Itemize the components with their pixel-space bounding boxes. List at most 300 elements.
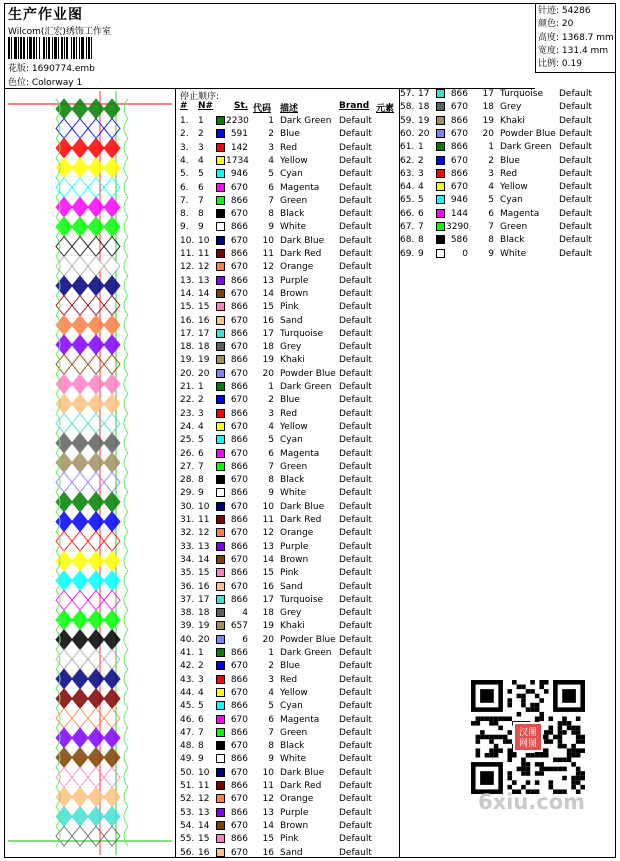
col-n-header: N# — [198, 101, 214, 111]
color-description: Magenta — [280, 714, 320, 725]
brand: Default — [339, 302, 372, 313]
color-code: 13 — [262, 807, 274, 818]
stitch-count: 670 — [230, 475, 248, 486]
color-description: White — [280, 488, 307, 499]
needle-number: 15 — [198, 302, 210, 313]
stat-colors: 颜色: 20 — [538, 19, 574, 30]
color-swatch — [216, 156, 225, 165]
brand: Default — [339, 421, 372, 432]
stitch-count: 6 — [242, 634, 248, 645]
brand: Default — [559, 142, 592, 153]
stop-row — [180, 368, 400, 381]
needle-number: 5 — [198, 169, 204, 180]
stop-row — [180, 740, 400, 753]
brand: Default — [339, 116, 372, 126]
color-swatch — [216, 515, 225, 524]
color-description: Cyan — [280, 435, 303, 446]
needle-number: 10 — [198, 501, 210, 512]
color-code: 2 — [268, 661, 274, 672]
color-description: Powder Blue — [500, 128, 556, 139]
stop-row — [180, 567, 400, 580]
color-swatch — [216, 289, 225, 298]
stop-row — [180, 381, 400, 394]
color-code: 18 — [262, 608, 274, 619]
stop-number: 33. — [180, 541, 195, 552]
needle-number: 3 — [198, 408, 204, 419]
color-code: 10 — [262, 235, 274, 246]
stitch-count: 866 — [230, 701, 248, 712]
brand: Default — [339, 754, 372, 765]
brand: Default — [339, 249, 372, 259]
color-code: 15 — [262, 834, 274, 845]
stitch-count: 866 — [450, 168, 468, 179]
color-swatch — [216, 249, 225, 258]
color-description: Blue — [280, 129, 300, 140]
brand: Default — [339, 648, 372, 658]
color-swatch — [216, 422, 225, 431]
color-swatch — [436, 222, 445, 231]
stitch-count: 670 — [450, 182, 468, 193]
brand: Default — [339, 501, 372, 512]
color-description: Grey — [280, 608, 302, 619]
brand: Default — [339, 661, 372, 672]
stop-number: 1. — [180, 116, 189, 126]
stitch-count: 866 — [230, 727, 248, 738]
stitch-count: 670 — [230, 368, 248, 379]
color-swatch — [216, 741, 225, 750]
color-swatch — [436, 89, 445, 98]
barcode — [8, 37, 128, 59]
stitch-count: 866 — [230, 754, 248, 765]
stitch-count: 866 — [230, 408, 248, 419]
color-swatch — [216, 449, 225, 458]
color-code: 18 — [482, 102, 494, 113]
col-code-header: 代码 — [253, 104, 272, 114]
brand: Default — [339, 820, 372, 831]
stop-row — [180, 554, 400, 567]
color-code: 8 — [268, 741, 274, 752]
color-description: Purple — [280, 275, 309, 286]
color-code: 6 — [268, 714, 274, 725]
color-description: Black — [280, 209, 305, 220]
stop-number: 18. — [180, 342, 195, 353]
color-swatch — [216, 675, 225, 684]
stop-number: 30. — [180, 501, 195, 512]
color-code: 13 — [262, 275, 274, 286]
color-description: Powder Blue — [280, 368, 336, 379]
needle-number: 4 — [418, 182, 424, 193]
color-code: 18 — [262, 342, 274, 353]
color-description: Cyan — [500, 195, 523, 206]
color-code: 4 — [488, 182, 494, 193]
stitch-count: 670 — [450, 128, 468, 139]
stats-bottom-divider — [535, 72, 616, 73]
color-swatch — [216, 395, 225, 404]
color-description: Pink — [280, 302, 299, 313]
stop-number: 43. — [180, 674, 195, 685]
brand: Default — [339, 568, 372, 579]
stop-number: 16. — [180, 315, 195, 326]
stop-number: 13. — [180, 275, 195, 286]
stop-number: 54. — [180, 820, 195, 831]
stop-number: 26. — [180, 448, 195, 459]
color-swatch — [216, 302, 225, 311]
stitch-count: 657 — [230, 621, 248, 632]
color-code: 13 — [262, 541, 274, 552]
needle-number: 6 — [198, 182, 204, 193]
stop-row — [180, 634, 400, 647]
col-seq-header: # — [180, 101, 188, 111]
stitch-count: 670 — [230, 395, 248, 406]
brand: Default — [339, 275, 372, 286]
stop-row — [180, 341, 400, 354]
color-swatch — [216, 409, 225, 418]
brand: Default — [339, 182, 372, 193]
needle-number: 11 — [198, 249, 210, 259]
stop-row — [180, 408, 400, 421]
brand: Default — [339, 594, 372, 605]
color-code: 19 — [262, 621, 274, 632]
stop-row — [180, 660, 400, 673]
stitch-count: 866 — [230, 781, 248, 791]
color-swatch — [436, 169, 445, 178]
brand: Default — [339, 262, 372, 273]
stop-row — [180, 394, 400, 407]
color-swatch — [216, 222, 225, 231]
needle-number: 9 — [198, 488, 204, 499]
stitch-count: 670 — [230, 501, 248, 512]
brand: Default — [339, 395, 372, 406]
stop-number: 23. — [180, 408, 195, 419]
stitch-count: 2230 — [226, 116, 249, 126]
brand: Default — [339, 634, 372, 645]
stop-number: 52. — [180, 794, 195, 805]
stitch-count: 670 — [230, 554, 248, 565]
needle-number: 19 — [418, 115, 430, 126]
color-code: 1 — [268, 382, 274, 392]
needle-number: 15 — [198, 834, 210, 845]
needle-number: 1 — [198, 116, 204, 126]
stitch-count: 670 — [230, 262, 248, 273]
col-brand-header: Brand — [339, 101, 370, 111]
stitch-count: 866 — [230, 355, 248, 366]
color-description: Yellow — [280, 421, 308, 432]
stop-row — [400, 208, 620, 221]
stitch-count: 3290 — [446, 222, 469, 232]
stitch-count: 670 — [230, 661, 248, 672]
needle-number: 10 — [198, 767, 210, 778]
stop-row — [180, 780, 400, 793]
color-code: 9 — [488, 248, 494, 259]
color-swatch — [436, 142, 445, 151]
needle-number: 7 — [198, 461, 204, 472]
qr-badge-text: 汉图 — [518, 728, 538, 738]
stitch-count: 946 — [230, 169, 248, 180]
stitch-count: 670 — [230, 714, 248, 725]
needle-number: 1 — [198, 382, 204, 392]
color-swatch — [216, 528, 225, 537]
stop-row — [180, 221, 400, 234]
color-code: 9 — [268, 222, 274, 233]
color-description: Orange — [280, 262, 314, 273]
color-swatch — [436, 209, 445, 218]
color-code: 4 — [268, 155, 274, 166]
color-swatch — [216, 462, 225, 471]
needle-number: 13 — [198, 541, 210, 552]
color-description: Magenta — [280, 182, 320, 193]
stop-number: 41. — [180, 648, 195, 658]
color-description: Black — [500, 235, 525, 246]
color-code: 9 — [268, 488, 274, 499]
stop-number: 17. — [180, 328, 195, 339]
needle-number: 2 — [198, 661, 204, 672]
color-code: 12 — [262, 262, 274, 273]
stitch-count: 0 — [462, 248, 468, 259]
color-description: Pink — [280, 834, 299, 845]
color-swatch — [216, 754, 225, 763]
stitch-count: 670 — [230, 182, 248, 193]
stats-divider — [535, 3, 536, 72]
color-code: 5 — [488, 195, 494, 206]
stop-row — [180, 434, 400, 447]
color-code: 14 — [262, 554, 274, 565]
color-description: Cyan — [280, 169, 303, 180]
col-stitches-header: St. — [234, 101, 249, 111]
stop-row — [180, 474, 400, 487]
stop-row — [400, 88, 620, 101]
stop-row — [180, 501, 400, 514]
brand: Default — [339, 687, 372, 698]
needle-number: 5 — [198, 701, 204, 712]
stop-row — [180, 487, 400, 500]
stop-number: 11. — [180, 249, 195, 259]
color-swatch — [216, 621, 225, 630]
color-description: Red — [280, 674, 298, 685]
color-swatch — [216, 209, 225, 218]
color-swatch — [436, 102, 445, 111]
stop-row — [400, 194, 620, 207]
brand: Default — [339, 781, 372, 791]
needle-number: 17 — [418, 89, 430, 99]
brand: Default — [339, 528, 372, 539]
stitch-count: 866 — [230, 648, 248, 658]
needle-number: 11 — [198, 781, 210, 791]
design-divider — [175, 88, 176, 858]
brand: Default — [559, 89, 592, 99]
needle-number: 3 — [418, 168, 424, 179]
color-description: Khaki — [500, 115, 525, 126]
color-swatch — [216, 262, 225, 271]
needle-number: 13 — [198, 807, 210, 818]
color-description: Purple — [280, 541, 309, 552]
stop-row — [180, 261, 400, 274]
color-swatch — [216, 116, 225, 125]
stitch-count: 866 — [230, 222, 248, 233]
needle-number: 4 — [198, 421, 204, 432]
brand: Default — [339, 847, 372, 858]
needle-number: 16 — [198, 315, 210, 326]
color-swatch — [216, 435, 225, 444]
color-description: White — [500, 248, 527, 259]
stop-number: 48. — [180, 741, 195, 752]
needle-number: 3 — [198, 142, 204, 153]
stop-number: 46. — [180, 714, 195, 725]
color-code: 10 — [262, 767, 274, 778]
needle-number: 9 — [418, 248, 424, 259]
color-code: 1 — [488, 142, 494, 153]
stop-number: 8. — [180, 209, 189, 220]
color-swatch — [216, 582, 225, 591]
stitch-count: 866 — [230, 807, 248, 818]
color-swatch — [216, 555, 225, 564]
color-code: 12 — [262, 794, 274, 805]
color-swatch — [216, 834, 225, 843]
stop-row — [400, 155, 620, 168]
stop-row — [400, 168, 620, 181]
stop-number: 15. — [180, 302, 195, 313]
color-code: 20 — [262, 634, 274, 645]
color-description: Red — [500, 168, 518, 179]
color-swatch — [436, 235, 445, 244]
stitch-count: 866 — [230, 834, 248, 845]
color-description: Yellow — [280, 155, 308, 166]
stop-row — [180, 182, 400, 195]
color-swatch — [216, 821, 225, 830]
color-code: 15 — [262, 302, 274, 313]
color-code: 17 — [262, 328, 274, 339]
stitch-count: 144 — [450, 208, 468, 219]
color-code: 17 — [482, 89, 494, 99]
stop-number: 61. — [400, 142, 415, 153]
needle-number: 14 — [198, 820, 210, 831]
stitch-count: 866 — [230, 515, 248, 525]
brand: Default — [559, 102, 592, 113]
color-swatch — [436, 249, 445, 258]
color-description: Magenta — [280, 448, 320, 459]
color-description: Green — [280, 461, 308, 472]
color-description: Turquoise — [280, 594, 324, 605]
color-swatch — [216, 635, 225, 644]
color-swatch — [216, 848, 225, 857]
stitch-count: 866 — [230, 461, 248, 472]
stop-number: 25. — [180, 435, 195, 446]
stop-number: 5. — [180, 169, 189, 180]
stop-number: 28. — [180, 475, 195, 486]
color-swatch — [216, 475, 225, 484]
stitch-count: 866 — [230, 568, 248, 579]
stitch-count: 866 — [230, 382, 248, 392]
brand: Default — [339, 129, 372, 140]
color-swatch — [216, 595, 225, 604]
color-description: Magenta — [500, 208, 540, 219]
brand: Default — [339, 222, 372, 233]
stop-row — [180, 847, 400, 860]
stop-number: 37. — [180, 594, 195, 605]
stitch-count: 866 — [230, 594, 248, 605]
color-code: 10 — [262, 501, 274, 512]
stats-panel — [538, 5, 614, 71]
stop-row — [180, 235, 400, 248]
brand: Default — [339, 608, 372, 619]
brand: Default — [339, 674, 372, 685]
brand: Default — [339, 701, 372, 712]
stop-row — [180, 128, 400, 141]
stop-row — [180, 727, 400, 740]
needle-number: 10 — [198, 235, 210, 246]
color-swatch — [436, 156, 445, 165]
stop-number: 44. — [180, 687, 195, 698]
color-code: 8 — [488, 235, 494, 246]
brand: Default — [339, 155, 372, 166]
color-code: 3 — [488, 168, 494, 179]
stop-number: 53. — [180, 807, 195, 818]
color-code: 4 — [268, 687, 274, 698]
color-code: 1 — [268, 116, 274, 126]
stop-number: 7. — [180, 195, 189, 206]
stitch-count: 1734 — [226, 155, 249, 166]
color-swatch — [216, 196, 225, 205]
stitch-count: 866 — [230, 249, 248, 259]
brand: Default — [339, 195, 372, 206]
stitch-count: 670 — [230, 794, 248, 805]
brand: Default — [559, 128, 592, 139]
stop-row — [180, 700, 400, 713]
stop-row — [180, 248, 400, 261]
color-code: 15 — [262, 568, 274, 579]
color-code: 1 — [268, 648, 274, 658]
color-swatch — [216, 648, 225, 657]
color-description: Green — [280, 195, 308, 206]
stop-row — [180, 687, 400, 700]
stitch-count: 866 — [230, 674, 248, 685]
brand: Default — [339, 209, 372, 220]
stop-row — [180, 527, 400, 540]
color-swatch — [216, 382, 225, 391]
color-description: Grey — [280, 342, 302, 353]
stop-number: 65. — [400, 195, 415, 206]
stitch-count: 670 — [230, 687, 248, 698]
color-swatch — [216, 276, 225, 285]
needle-number: 19 — [198, 621, 210, 632]
stop-row — [400, 115, 620, 128]
needle-number: 14 — [198, 554, 210, 565]
color-code: 7 — [268, 461, 274, 472]
stop-row — [400, 234, 620, 247]
brand: Default — [559, 182, 592, 193]
stop-number: 40. — [180, 634, 195, 645]
color-swatch — [436, 116, 445, 125]
needle-number: 11 — [198, 515, 210, 525]
stop-number: 68. — [400, 235, 415, 246]
color-description: Purple — [280, 807, 309, 818]
color-swatch — [436, 182, 445, 191]
stitch-count: 866 — [230, 435, 248, 446]
color-code: 12 — [262, 528, 274, 539]
stitch-count: 866 — [230, 275, 248, 286]
needle-number: 12 — [198, 262, 210, 273]
color-description: Green — [280, 727, 308, 738]
brand: Default — [339, 169, 372, 180]
stop-row — [180, 461, 400, 474]
stop-row — [180, 315, 400, 328]
color-description: Dark Green — [500, 142, 552, 153]
color-code: 17 — [262, 594, 274, 605]
brand: Default — [339, 794, 372, 805]
color-code: 11 — [262, 781, 274, 791]
brand: Default — [339, 368, 372, 379]
stop-number: 6. — [180, 182, 189, 193]
color-swatch — [216, 728, 225, 737]
